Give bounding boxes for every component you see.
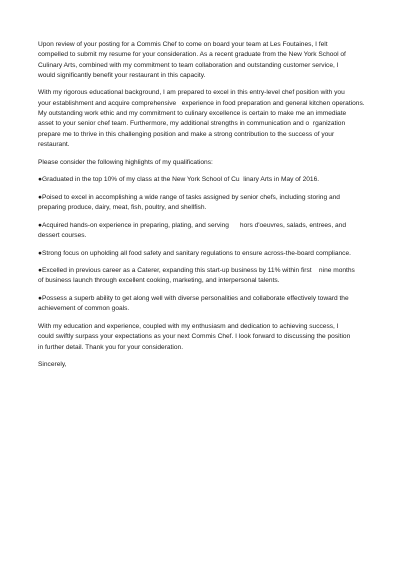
text-line: [38, 50, 363, 60]
text-line: [38, 276, 363, 286]
text-line: [38, 343, 363, 353]
text-line: [38, 193, 363, 203]
text-line: [38, 140, 363, 150]
bullet-icon: ●: [38, 249, 42, 257]
text-line: [38, 203, 363, 213]
line-text: Excelled in previous career as a Caterer, expanding this start-up business by 11% within first nine months: [41, 267, 355, 275]
line-text: restaurant.: [38, 140, 70, 148]
bullet-icon: ●: [38, 295, 42, 303]
text-line: [38, 360, 363, 370]
text-line: [38, 231, 363, 241]
bullet-item: [38, 175, 363, 185]
text-line: [38, 88, 363, 98]
letter-paragraph: [38, 88, 363, 150]
text-line: [38, 332, 363, 342]
line-text: My outstanding work ethic and my commitment to culinary excellence is certain to make me an immediate: [38, 110, 347, 118]
text-line: [38, 40, 363, 50]
line-text: Acquired hands-on experience in preparing, plating, and serving hors d'oeuvres, salads, entrees, and: [41, 221, 347, 229]
bullet-item: [38, 294, 363, 315]
letter-paragraph: [38, 40, 363, 81]
line-text: Possess a superb ability to get along well with diverse personalities and collaborate effectively toward the: [41, 295, 349, 303]
bullet-icon: ●: [38, 193, 42, 201]
text-line: [38, 266, 363, 276]
line-text: Upon review of your posting for a Commis Chef to come on board your team at Les Foutaines, I felt: [38, 41, 328, 48]
text-line: [38, 175, 363, 185]
text-line: [38, 71, 363, 81]
bullet-icon: ●: [38, 221, 42, 229]
bullet-item: [38, 221, 363, 242]
text-line: [38, 221, 363, 231]
text-line: [38, 158, 363, 168]
letter-body: [38, 40, 363, 370]
text-line: [38, 304, 363, 314]
letter-paragraph: [38, 158, 363, 168]
text-line: [38, 61, 363, 71]
text-line: [38, 130, 363, 140]
text-line: [38, 99, 363, 109]
line-text: would significantly benefit your restaurant in this capacity.: [38, 71, 206, 79]
bullet-icon: ●: [38, 176, 42, 184]
letter-paragraph: [38, 360, 363, 370]
text-line: [38, 322, 363, 332]
text-line: [38, 249, 363, 259]
line-text: Sincerely,: [38, 361, 67, 369]
bullet-icon: ●: [38, 267, 42, 275]
text-line: [38, 294, 363, 304]
line-text: Strong focus on upholding all food safety and sanitary regulations to ensure across-the-board compliance.: [41, 249, 351, 257]
line-text: asset to your senior chef team. Furthermore, my additional strengths in communication and o rganization: [38, 120, 346, 128]
line-text: Please consider the following highlights of my qualifications:: [38, 158, 213, 166]
line-text: could swiftly surpass your expectations as your next Commis Chef. I look forward to discussing the position: [38, 333, 351, 341]
bullet-item: [38, 266, 363, 287]
text-line: [38, 109, 363, 119]
text-line: [38, 119, 363, 129]
line-text: dessert courses.: [38, 231, 87, 239]
line-text: achievement of common goals.: [38, 305, 130, 313]
line-text: With my education and experience, coupled with my enthusiasm and dedication to achieving success, I: [38, 322, 339, 330]
line-text: With my rigorous educational background, I am prepared to excel in this entry-level chef position with you: [38, 89, 345, 97]
bullet-item: [38, 193, 363, 214]
line-text: Poised to excel in accomplishing a wide range of tasks assigned by senior chefs, including storing and: [41, 193, 340, 201]
letter-paragraph: [38, 322, 363, 353]
line-text: prepare me to thrive in this challenging position and make a strong contribution to the success of your: [38, 130, 335, 138]
line-text: preparing produce, dairy, meat, fish, poultry, and shellfish.: [38, 204, 207, 212]
line-text: your establishment and acquire comprehensive experience in food preparation and general kitchen operations.: [38, 99, 365, 107]
line-text: in further detail. Thank you for your consideration.: [38, 343, 184, 351]
bullet-item: [38, 249, 363, 259]
line-text: Graduated in the top 10% of my class at the New York School of Cu linary Arts in May of 2016.: [41, 176, 320, 184]
line-text: Culinary Arts, combined with my commitment to team collaboration and outstanding customer service, I: [38, 61, 339, 69]
line-text: of business launch through excellent cooking, marketing, and interpersonal talents.: [38, 277, 280, 285]
line-text: compelled to submit my resume for your consideration. As a recent graduate from the New York School of: [38, 51, 346, 59]
